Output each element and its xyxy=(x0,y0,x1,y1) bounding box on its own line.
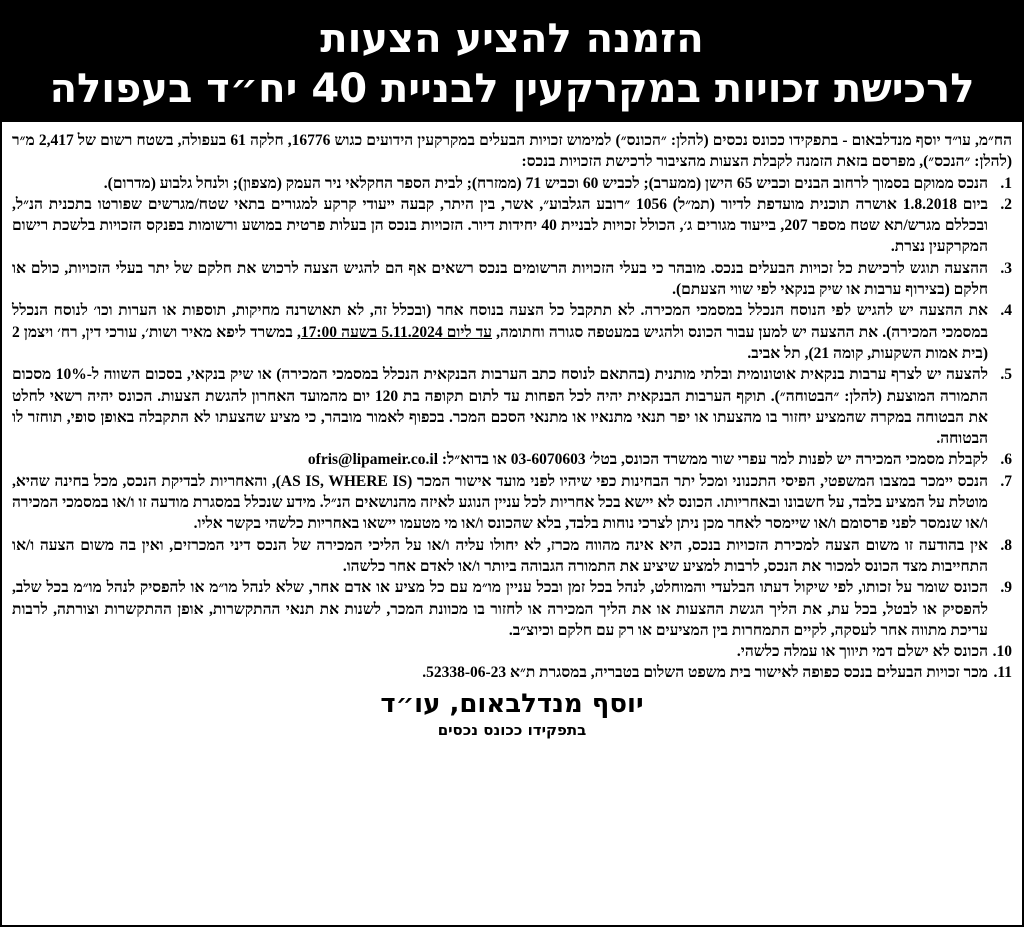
item-text-after: , במשרד ליפא מאיר ושות׳, עורכי דין, רח׳ ויצמן 2 (בית אמות השקעות, קומה 21), תל אביב. xyxy=(12,323,988,362)
item-number: 11. xyxy=(993,664,1012,682)
item-number: 3. xyxy=(1000,259,1012,277)
item-text: אין בהודעה זו משום הצעה למכירת הזכויות בנכס, היא אינה מהווה מכרז, לא יחולו עליה ו/או על הליכי המכירה של הנכס דיני המכרזים, ואין בה משום הצעה ו/או התחייבות מצד הכונס למכור את הנכס, לרבות למציע שיציע את התמורה הגבוהה ביותר ו/או לאדם אחר כלשהו. xyxy=(12,536,988,575)
notice-items xyxy=(12,173,1012,684)
item-number: 8. xyxy=(1000,536,1012,554)
signatory-role: בתפקידו ככונס נכסים xyxy=(437,720,587,739)
item-number: 6. xyxy=(1000,451,1012,469)
notice-intro: הח״מ, עו״ד יוסף מנדלבאום - בתפקידו ככונס נכסים (להלן: ״הכונס״) למימוש זכויות הבעלים במקרקעין הידועים כגוש 16776, חלקה 61 בעפולה, בשטח רשום של 2,417 מ״ר (להלן: ״הנכס״), מפרסם בזאת הזמנה לקבלת הצעות מהציבור לרכישת הזכויות בנכס: xyxy=(12,132,1012,171)
item-text: הכונס שומר על זכותו, לפי שיקול דעתו הבלעדי והמוחלט, לנהל בכל זמן ובכל עניין מו״מ עם כל מציע או אדם אחר, שלא לנהל מו״מ או להפסיק לנהל מו״מ בכל שלב, להפסיק או לבטל, בכל עת, את הליך הגשת ההצעות או את הליך המכירה או לחזור בו מכוונת המכר, לשנות את תנאי ההתקשרות, אופן ההתקשרות וצורתה, לרבות עריכת מתווה אחר לעסקה, לקיים התמחרות בין המציעים או רק עם חלקם וכיוצ״ב. xyxy=(12,579,988,639)
item-text: הנכס ממוקם בסמוך לרחוב הבנים וכביש 65 הישן (ממערב); לכביש 60 וכביש 71 (ממזרח); לבית הספר החקלאי ניר העמק (מצפון); ולנחל גלבוע (מדרום). xyxy=(103,174,988,192)
item-text: ההצעה תוגש לרכישת כל זכויות הבעלים בנכס. מובהר כי בעלי הזכויות הרשומים בנכס רשאים אף הם להגיש הצעה לרכוש את חלקם של יתר בעלי הזכויות, כולם או חלקם (בצירוף ערבות או שיק בנקאי לפי שווי הצעתם). xyxy=(12,259,988,299)
notice-item xyxy=(12,258,1012,301)
notice-item xyxy=(12,471,1012,535)
notice-header xyxy=(2,2,1022,122)
notice-item xyxy=(12,641,1012,662)
item-number: 7. xyxy=(1000,472,1012,490)
submission-deadline: עד ליום 5.11.2024 בשעה 17:00 xyxy=(300,323,493,341)
item-number: 4. xyxy=(1000,302,1012,320)
notice-title-line1: הזמנה להציע הצעות xyxy=(320,16,704,62)
signatory-name: יוסף מנדלבאום, עו״ד xyxy=(380,688,644,719)
item-number: 1. xyxy=(1000,174,1012,192)
notice-item xyxy=(12,577,1012,641)
notice-title-line2: לרכישת זכויות במקרקעין לבניית 40 יח״ד בעפולה xyxy=(49,66,975,112)
notice-item xyxy=(12,173,1012,194)
item-number: 2. xyxy=(1000,195,1012,213)
notice-item xyxy=(12,449,1012,470)
item-number: 5. xyxy=(1000,366,1012,384)
item-text: הנכס יימכר במצבו המשפטי, הפיסי התכנוני ומכל יתר הבחינות כפי שיהיו לפני מועד אישור המכר (AS IS, WHERE IS), והאחריות לבדיקת הנכס, מכל בחינה שהיא, מוטלת על המציע בלבד, על חשבונו ובאחריותו. הכונס לא יישא בכל אחריות לכל עניין הנוגע לאיזה מהנושאים הנ״ל. מידע שנכלל במסגרת מודעה זו ו/או במסמכי המכירה ו/או שנמסר לפני פרסומם ו/או שיימסר לאחר מכן ניתן לצרכי נוחות בלבד, בלא שהכונס ו/או מי מטעמו יישאו באחריות כלשהי בקשר אליו. xyxy=(12,472,988,533)
item-text: הכונס לא ישלם דמי תיווך או עמלה כלשהי. xyxy=(736,643,988,661)
item-text: מכר זכויות הבעלים בנכס כפופה לאישור בית משפט השלום בטבריה, במסגרת ת״א 52338-06-23. xyxy=(422,664,988,682)
notice-item xyxy=(12,300,1012,364)
item-number: 9. xyxy=(1000,579,1012,597)
notice-item xyxy=(12,194,1012,258)
notice-item xyxy=(12,364,1012,449)
item-number: 10. xyxy=(992,643,1012,661)
signature-block xyxy=(12,688,1012,740)
notice-item xyxy=(12,535,1012,578)
item-text: לקבלת מסמכי המכירה יש לפנות למר עפרי שור ממשרד הכונס, בטל׳ 03-6070603 או בדוא״ל: ofris@lipameir.co.il xyxy=(307,451,988,469)
item-text: ביום 1.8.2018 אושרה תוכנית מועדפת לדיור (תמ״ל) 1056 ״רובע הגלבוע״, אשר, בין היתר, קבעה ייעודי קרקע למגורים בתאי שטח/מגרשים שפורטו בתכנית הנ״ל, ובכללם מגרש/תא שטח מספר 207, בייעוד מגורים ג׳, הכולל זכויות לבניית 40 יחידות דיור. הזכויות בנכס הן בעלות פרטית במושע ורשומות בפנקס הזכויות בלשכת רישום המקרקעין נצרת. xyxy=(12,195,988,256)
notice-body xyxy=(2,122,1022,740)
item-text: להצעה יש לצרף ערבות בנקאית אוטונומית ובלתי מותנית (בהתאם לנוסח כתב הערבות הבנקאית הנכלל במסמכי המכירה) או שיק בנקאי, בסכום השווה ל-10% מסכום התמורה המוצעת (להלן: ״הבטוחה״). תוקף הערבות הבנקאית יהיה לכל הפחות עד לתום תקופה בת 120 יום מהמועד האחרון להגשת הצעות. הכונס יהיה רשאי לחלט את הבטוחה במקרה שהמציע יחזור בו מהצעתו או יפר תנאי מתנאיו או מתנאי הסכם המכר. בכפוף לאמור מובהר, כי מציע שהצעתו לא התקבלה באופן סופי, תוחזר לו הבטוחה. xyxy=(12,366,989,448)
item-text: את ההצעה יש להגיש לפי הנוסח הנכלל במסמכי המכירה. לא תתקבל כל הצעה בנוסח אחר (ובכלל זה, לא תאושרנה מחיקות, תוספות או הערות וכו׳ לנוסח הנכלל במסמכי המכירה). את ההצעה יש למען עבור הכונס ולהגיש במעטפה סגורה וחתומה, xyxy=(12,302,989,341)
notice-item xyxy=(12,662,1012,683)
